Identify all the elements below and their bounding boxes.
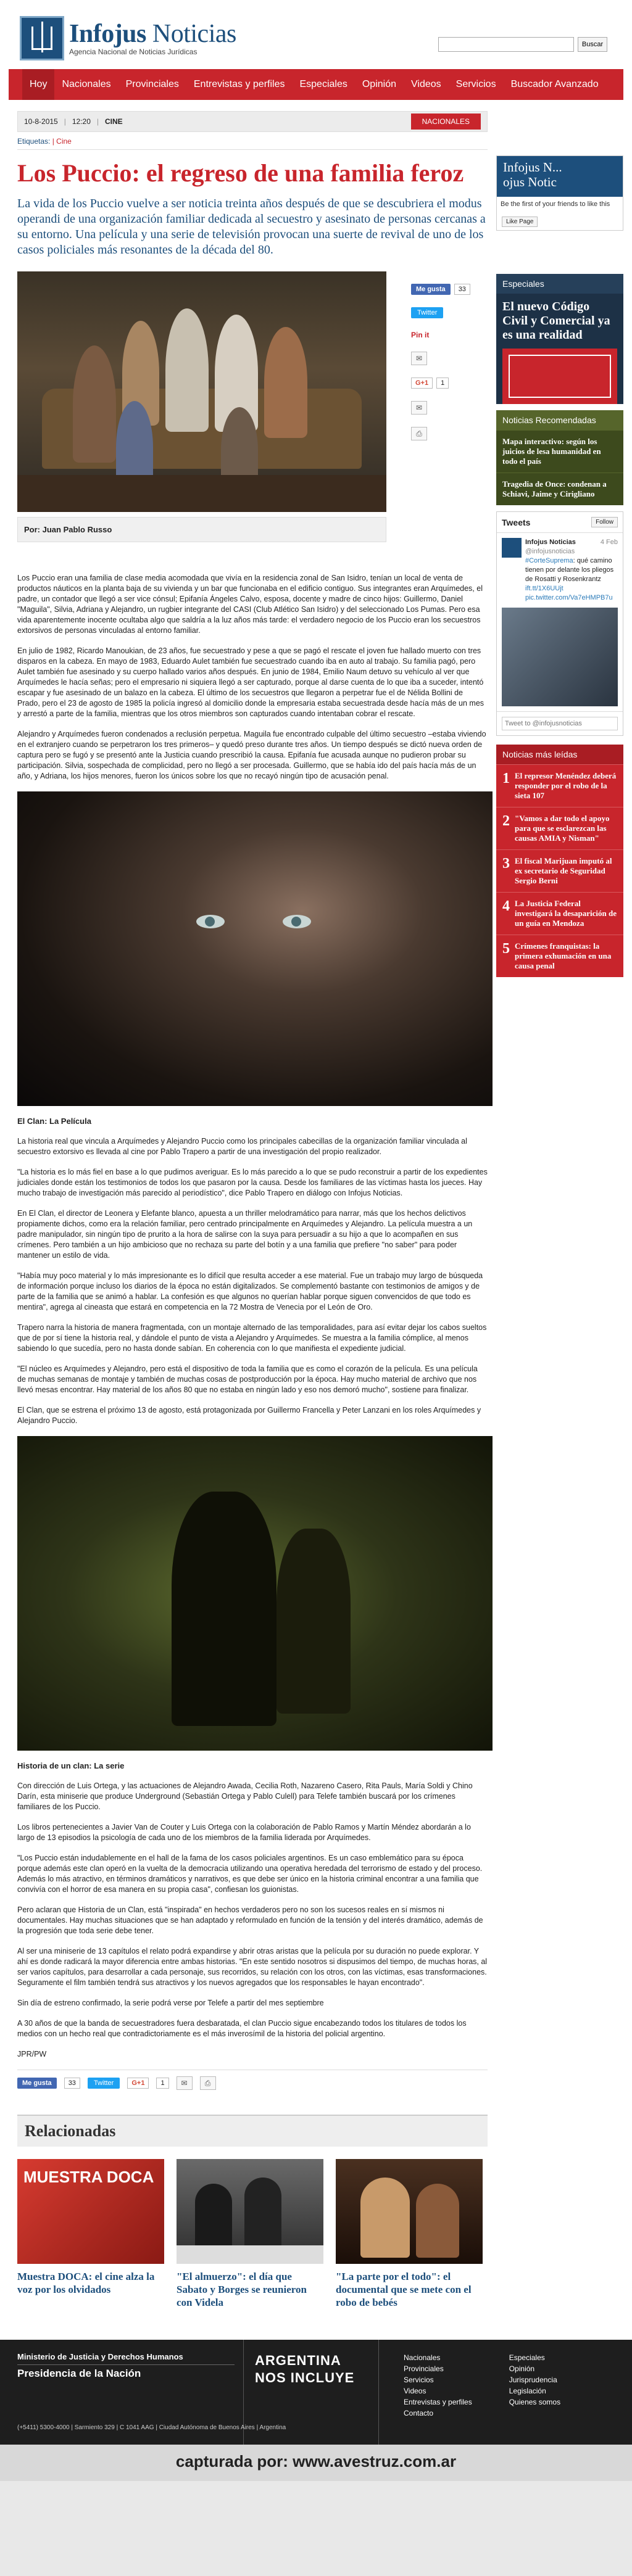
facebook-like-count: 33	[64, 2078, 80, 2089]
nav-item-videos[interactable]: Videos	[411, 79, 441, 89]
footer-link[interactable]: Videos	[404, 2387, 426, 2395]
footer-presidency: Presidencia de la Nación	[17, 2364, 235, 2380]
footer-link[interactable]: Provinciales	[404, 2364, 444, 2373]
nav-item-entrevistas[interactable]: Entrevistas y perfiles	[193, 79, 285, 89]
article-paragraph: Trapero narra la historia de manera fragmentada, con un montaje alternado de las temporalidades, para así evitar dejar los cabos sueltos que de por sí tiene la historia real, y dándole el punto de vista a Alejandro y Arquímedes. Se muestra a la familia cómplice, al menos sabiendo lo que sucedía, pero no hasta donde sabían. En coherencia con lo que manifiesta el expediente judicial.	[17, 1323, 487, 1353]
article-meta-bar: 10-8-2015 | 12:20 | CINE NACIONALES	[17, 111, 488, 132]
search-form	[438, 37, 607, 52]
site-header	[0, 0, 632, 69]
print-icon[interactable]: ⎙	[411, 427, 427, 440]
tweet-image[interactable]	[502, 608, 618, 706]
share-bar-bottom	[17, 2070, 488, 2096]
comment-icon[interactable]: ✉	[411, 352, 427, 365]
site-logo[interactable]	[20, 16, 236, 60]
article-signature: JPR/PW	[17, 2050, 47, 2058]
footer-link[interactable]: Especiales	[509, 2353, 545, 2362]
recomendadas-box	[496, 410, 623, 505]
related-item-title: Muestra DOCA: el cine alza la voz por los olvidados	[17, 2271, 155, 2295]
section-badge[interactable]: NACIONALES	[411, 114, 481, 130]
tweet-item[interactable]	[497, 533, 623, 608]
like-page-button[interactable]: Like Page	[502, 217, 538, 227]
facebook-like-button[interactable]: Me gusta	[17, 2078, 57, 2089]
tweet-link[interactable]: ift.tt/1X6UUjt pic.twitter.com/Va7eHMPB7u	[525, 585, 613, 601]
recomendada-item[interactable]: Mapa interactivo: según los juicios de lesa humanidad en todo el país	[496, 430, 623, 473]
most-read-item[interactable]: 5 Crímenes franquistas: la primera exhumación en una causa penal	[496, 935, 623, 977]
article-time: 12:20	[72, 117, 91, 126]
article-paragraph: Los Puccio eran una familia de clase media acomodada que vivía en la residencia zonal de San Isidro, tenían un local de venta de productos náuticos en la planta baja de su vivienda y un bar que funcionaba en el edificio contiguo. Sus integrantes eran Arquímedes, el padre, un contador que llegó a ser vice cónsul; Epifanía Ángeles Calvo, esposa, docente y madre de cinco hijos: Guillermo, Daniel "Maguila", Silvia, Adriana y Alejandro, un rugbier integrante del CASI (Club Atlético San Isidro) y del seleccionado Los Pumas. Pero esa vida aparentemente inocente ocultaba algo que saldría a la luz años más tarde: el verdadero negocio de los Puccio eran los secuestros extorsivos de personas vinculadas al entorno familiar.	[17, 574, 483, 635]
pinterest-button[interactable]: Pin it	[411, 331, 430, 339]
section-heading-pelicula: El Clan: La Película	[17, 1117, 91, 1126]
article-column	[9, 100, 496, 2309]
related-item[interactable]	[177, 2159, 323, 2309]
related-thumb	[177, 2159, 323, 2264]
tweet-hashtag[interactable]: #CorteSuprema	[525, 557, 573, 564]
fb-widget-title: Infojus N...	[503, 160, 562, 175]
nav-item-hoy[interactable]: Hoy	[22, 69, 54, 100]
tweet-to-input[interactable]	[502, 717, 618, 730]
related-title: Relacionadas	[17, 2115, 488, 2147]
article-paragraph: "Había muy poco material y lo más impresionante es lo difícil que resulta acceder a ese material. Fue un trabajo muy largo de búsqueda de información porque incluso los diarios de la época no están digitalizados. Se complementó bastante con testimonios de amigos y de parte de la familia que se animó a hablar. La confesión es que algunos no querían hablar porque siguen convencidos de que todo es mentira", agrega al cineasta que estará en competencia en la 72 Mostra de Venecia por el León de Oro.	[17, 1271, 483, 1311]
article-date: 10-8-2015	[24, 117, 58, 126]
article-paragraph: "El núcleo es Arquímedes y Alejandro, pero está el dispositivo de toda la familia que es como el corazón de la película. Es una película de muchas semanas de montaje y también de muchas cosas de postproducción por la época. Hay mucho material de archivo que nos llevó mesas encontrar. Hay material de los años 80 que no estaba en ningún lado y eso nos demoró mucho", sostiene para finalizar.	[17, 1364, 478, 1394]
recomendadas-title: Noticias Recomendadas	[496, 410, 623, 430]
related-thumb	[17, 2159, 164, 2264]
google-plus-button[interactable]: G+1	[411, 378, 433, 389]
most-read-item[interactable]: 2 "Vamos a dar todo el apoyo para que se esclarezcan las causas AMIA y Nisman"	[496, 807, 623, 849]
section-heading-serie: Historia de un clan: La serie	[17, 1761, 125, 1770]
article-lead: La vida de los Puccio vuelve a ser noticia treinta años después de que se descubriera el modus operandi de una organización familiar dedicada al secuestro y asesinato de personas cercanas a su entorno. Una película y una serie de televisión provocan una suerte de revival de uno de los casos policiales más resonantes de la década del 80.	[17, 197, 486, 257]
tags-label: Etiquetas:	[17, 137, 51, 146]
sidebar	[496, 100, 623, 2309]
recomendada-item[interactable]: Tragedia de Once: condenan a Schiavi, Jaime y Cirigliano	[496, 473, 623, 505]
most-read-item[interactable]: 4 La Justicia Federal investigará la desaparición de un guía en Mendoza	[496, 892, 623, 935]
avatar	[502, 538, 522, 558]
fb-widget-text: Be the first of your friends to like this	[501, 200, 610, 208]
twitter-widget	[496, 511, 623, 736]
footer-link[interactable]: Legislación	[509, 2387, 546, 2395]
article-author: Por: Juan Pablo Russo	[17, 517, 386, 542]
scales-logo-icon	[20, 16, 64, 60]
article-title: Los Puccio: el regreso de una familia feroz	[17, 159, 464, 187]
related-item[interactable]	[17, 2159, 164, 2309]
logo-tagline: Agencia Nacional de Noticias Jurídicas	[69, 47, 198, 56]
most-read-item[interactable]: 1 El represor Menéndez deberá responder por el robo de la sieta 107	[496, 764, 623, 807]
share-column	[411, 271, 488, 542]
nav-item-provinciales[interactable]: Provinciales	[125, 79, 179, 89]
article-paragraph: Con dirección de Luis Ortega, y las actuaciones de Alejandro Awada, Cecilia Roth, Nazareno Casero, Rita Pauls, María Soldi y Chino Darín, esta miniserie que produce Underground (Sebastián Ortega y Pablo Culell) para Telefe también buscará por los crímenes familiares de los Puccio.	[17, 1781, 473, 1811]
argentina-nos-incluye-logo: ARGENTINA NOS INCLUYE	[243, 2340, 379, 2445]
article-paragraph: La historia real que vincula a Arquímedes y Alejandro Puccio como los principales cabecillas de la organización familiar vinculada al secuestro extorsivo es llevada al cine por Pablo Trapero a partir de una investigación del propio realizador.	[17, 1137, 467, 1156]
family-photo	[17, 271, 386, 512]
footer-link[interactable]: Opinión	[509, 2364, 535, 2373]
google-plus-count: 1	[436, 378, 449, 389]
twitter-follow-button[interactable]: Follow	[591, 517, 618, 527]
related-item-title: "La parte por el todo": el documental que se mete con el robo de bebés	[336, 2271, 472, 2308]
especiales-box	[496, 274, 623, 404]
nav-item-buscador[interactable]: Buscador Avanzado	[510, 79, 599, 89]
nav-item-servicios[interactable]: Servicios	[455, 79, 496, 89]
site-footer	[0, 2340, 632, 2445]
google-plus-button[interactable]: G+1	[127, 2078, 149, 2089]
article-paragraph: En El Clan, el director de Leonera y Elefante blanco, apuesta a un thriller melodramático para narrar, más que los hechos delictivos propiamente dichos, como era la relación familiar, pero centrado principalmente en Arquímedes y Alejandro. La película muestra a un padre manipulador, sin ningún tipo de prurito a la hora de salirse con la suya para persuadir a su hijo a que lo acompañen en sus crímenes. Pero también a un hijo ambicioso que no rechaza su parte del botín y a una familia que prefiere "no saber" para poder mantener un estilo de vida.	[17, 1209, 473, 1260]
footer-address: (+5411) 5300-4000 | Sarmiento 329 | C 1041 AAG | Ciudad Autónoma de Buenos Aires | Argentina	[17, 2424, 286, 2431]
email-icon[interactable]: ✉	[177, 2076, 193, 2090]
search-button[interactable]: Buscar	[578, 37, 607, 52]
especiales-title: Especiales	[496, 274, 623, 294]
footer-link[interactable]: Servicios	[404, 2376, 434, 2384]
nav-item-nacionales[interactable]: Nacionales	[62, 79, 111, 89]
tweet-handle: @infojusnoticias	[525, 548, 575, 555]
capture-caption: capturada por: www.avestruz.com.ar	[0, 2445, 632, 2481]
article-category[interactable]: CINE	[105, 117, 123, 126]
related-item[interactable]	[336, 2159, 483, 2309]
logo-name: Infojus Noticias	[69, 20, 236, 48]
fb-widget-subtitle: ojus Notic	[503, 175, 557, 189]
article-paragraph: En julio de 1982, Ricardo Manoukian, de 23 años, fue secuestrado y pese a que se pagó el rescate el joven fue hallado muerto con tres disparos en la cabeza. En mayo de 1983, Eduardo Aulet también fue secuestrado cuando iba en auto al trabajo. Su familia pagó, pero Aulet también fue asesinado y su cuerpo hallado varios años después. En junio de 1984, Emilio Naum detuvo su vehículo al ver que Arquímedes le hacía señas; pero el empresario ni siquiera llegó a ser capturado, porque al darse cuenta de lo que iba a suceder, intentó escapar y fue asesinado de un balazo en la cabeza. El último de los secuestros que llegaron a perpetrar fue el de Nélida Bollini de Prado, pero el 23 de agosto de 1985 la policía ingresó al domicilio donde la empresaria estaba secuestrada desde hacía más de un mes y arrestó a parte de la familia, mientras que los otros miembros son capturados cuando intentaban cobrar el rescate.	[17, 646, 484, 718]
tweet-text: : qué camino tienen por delante los pliegos de Rosatti y Rosenkrantz	[525, 557, 614, 583]
most-read-item[interactable]: 3 El fiscal Marijuan imputó al ex secretario de Seguridad Sergio Berni	[496, 849, 623, 892]
trapero-film-still	[17, 791, 493, 1106]
tweets-title: Tweets	[502, 517, 531, 527]
footer-ministry: Ministerio de Justicia y Derechos Humanos	[17, 2352, 183, 2361]
tag-link[interactable]: Cine	[56, 137, 72, 146]
nav-item-especiales[interactable]: Especiales	[299, 79, 347, 89]
facebook-like-count: 33	[454, 284, 470, 295]
article-paragraph: A 30 años de que la banda de secuestradores fuera desbaratada, el clan Puccio sigue encabezando todos los titulares de todos los medios con un hecho real que contradictoriamente es el más inverosímil de la historia del policial argentino.	[17, 2019, 467, 2038]
article-paragraph: Sin día de estreno confirmado, la serie podrá verse por Telefe a partir del mes septiembre	[17, 1999, 324, 2007]
article-paragraph: "La historia es lo más fiel en base a lo que pudimos averiguar. Es lo más parecido a lo que se pudo reconstruir a partir de los expedientes judiciales donde están los testimonios de todos los que pasaron por la causa. Desde los familiares de las víctimas hasta los jueces. Hay mucho trabajo de investigación más parecido al periodístico", dice Pablo Trapero en diálogo con Infojus Noticias.	[17, 1168, 488, 1197]
article-paragraph: Al ser una miniserie de 13 capítulos el relato podrá expandirse y abrir otras aristas que la película por su duración no puede explorar. Y ahí es donde radicará la mayor diferencia entre ambas historias. "En este sentido nosotros si dispusimos del tiempo, de muchas horas, al ser varios capítulos, para desarrollar a cada personaje, sus recorridos, su relación con los otros, con las víctimas, esas transformaciones. Seguramente el film también tendrá sus atractivos y los nuevos agregados que los responsables le hayan encontrado".	[17, 1947, 488, 1987]
article-body	[17, 573, 488, 2060]
especiales-item[interactable]: El nuevo Código Civil y Comercial ya es una realidad	[502, 300, 610, 342]
footer-link[interactable]: Quienes somos	[509, 2398, 561, 2406]
main-nav	[9, 69, 623, 100]
tags-row: Etiquetas: | Cine	[17, 137, 488, 150]
tweet-author: Infojus Noticias	[525, 539, 576, 546]
nav-item-opinion[interactable]: Opinión	[362, 79, 397, 89]
article-paragraph: Los libros pertenecientes a Javier Van de Couter y Luis Ortega con la colaboración de Pablo Ramos y Martín Méndez abordarán a lo largo de 13 episodios la psicología de cada uno de los miembros de la familia liderada por Arquímedes.	[17, 1823, 471, 1842]
footer-link[interactable]: Entrevistas y perfiles	[404, 2398, 472, 2406]
article-paragraph: El Clan, que se estrena el próximo 13 de agosto, está protagonizada por Guillermo Francella y Peter Lanzani en los roles Arquímedes y Alejandro Puccio.	[17, 1406, 481, 1425]
facebook-page-widget[interactable]	[496, 155, 623, 231]
article-paragraph: "Los Puccio están indudablemente en el hall de la fama de los casos policiales argentinos. Es un caso emblemático para su época porque además este clan operó en la vuelta de la democracia utilizando una operativa heredada del terrorismo de estado y del proceso. Además lo más atractivo, en términos dramáticos y narrativos, es que debe ser único en la historia criminal encontrar a una familia que convivía con el horror de esa manera en su propia casa", confiesan los guionistas.	[17, 1854, 483, 1894]
footer-link[interactable]: Jurisprudencia	[509, 2376, 557, 2384]
facebook-like-button[interactable]: Me gusta	[411, 284, 451, 295]
series-film-still	[17, 1436, 493, 1751]
most-read-box	[496, 745, 623, 977]
twitter-share-button[interactable]: Twitter	[411, 307, 443, 318]
most-read-title: Noticias más leídas	[496, 745, 623, 764]
related-item-title: "El almuerzo": el día que Sabato y Borges se reunieron con Videla	[177, 2271, 307, 2308]
print-icon[interactable]: ⎙	[200, 2076, 216, 2090]
footer-link[interactable]: Nacionales	[404, 2353, 441, 2362]
article-paragraph: Alejandro y Arquímedes fueron condenados a reclusión perpetua. Maguila fue encontrado culpable del último secuestro –estaba viviendo en el extranjero cuando se perpetraron los tres primeros– y quedó preso durante tres años. Un tiempo después se dictó nueva orden de captura pero se fugó y se presentó ante la Justicia cuando prescribió la causa. Epifanía fue acusada aunque no pudieron probar su participación. Silvia, sospechada de complicidad, pero no llegó a ser procesada. Guillermo, que se había ido del país hacía más de un año, y Adriana, los hijos menores, fueron los únicos sobre los que no recayó ningún tipo de acusación penal.	[17, 730, 486, 780]
related-thumb-text: MUESTRA DOCA	[23, 2168, 154, 2186]
google-plus-count: 1	[156, 2078, 168, 2089]
search-input[interactable]	[438, 37, 574, 52]
related-section	[17, 2115, 488, 2309]
email-icon[interactable]: ✉	[411, 401, 427, 415]
article-paragraph: Pero aclaran que Historia de un Clan, está "inspirada" en hechos verdaderos pero no son los sucesos reales en sí mismos ni documentales. Hay muchas situaciones que se han adaptado y reformulado en función de la tensión y del interés dramático, además de la progresión que toda serie debe tener.	[17, 1905, 483, 1935]
especiales-thumb[interactable]	[502, 349, 617, 404]
footer-link[interactable]: Contacto	[404, 2409, 434, 2417]
twitter-share-button[interactable]: Twitter	[88, 2078, 120, 2089]
related-thumb	[336, 2159, 483, 2264]
tweet-date: 4 Feb	[600, 539, 618, 546]
